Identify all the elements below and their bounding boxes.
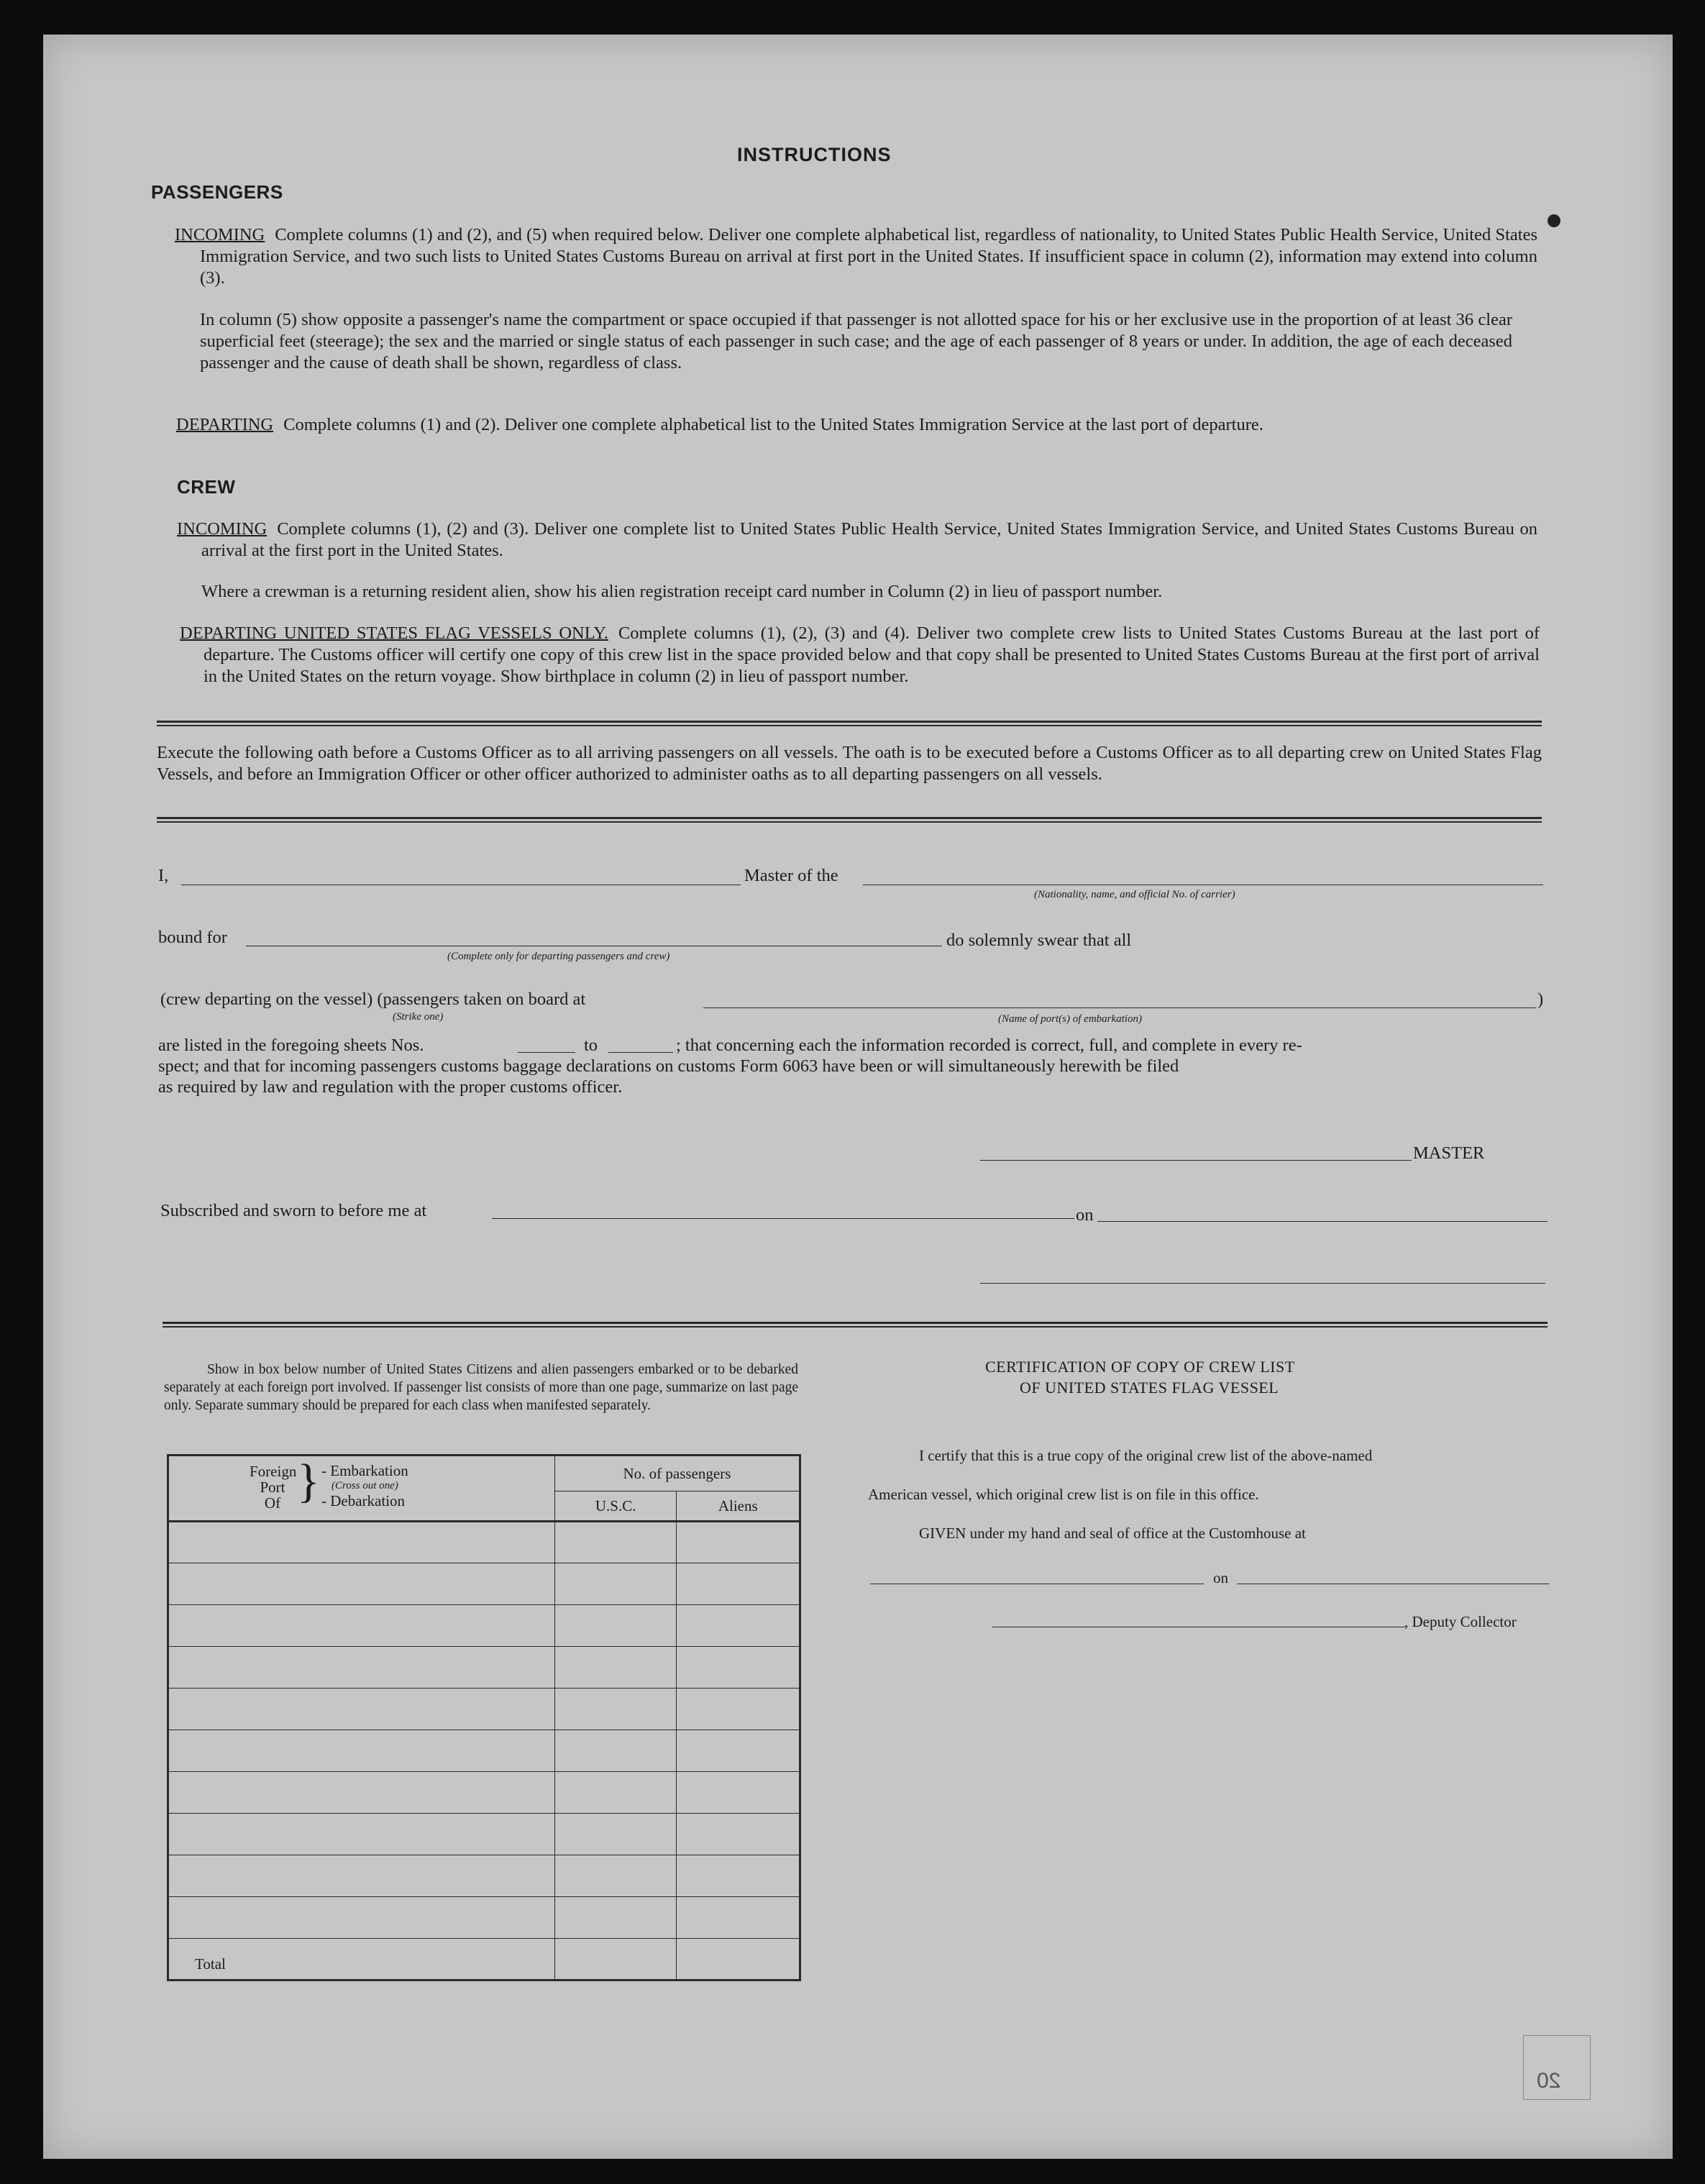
table-row[interactable]: [168, 1814, 800, 1855]
port-label: Port: [260, 1479, 285, 1496]
bound-for-caption: (Complete only for departing passengers and crew): [447, 951, 670, 962]
foreign-label: Foreign: [250, 1463, 297, 1480]
sheet-from-field[interactable]: [518, 1052, 575, 1053]
oath-intro: Execute the following oath before a Customs Officer as to all arriving passengers on all vessels. The oath is to be executed before a Customs Officer as to all departing crew on United States Flag Vessels, and before an Immigration Officer or other officer authorized to administer oaths as to all departing passengers on all vessels.: [157, 743, 1542, 784]
table-row[interactable]: [168, 1689, 800, 1730]
crew-alien-paragraph: Where a crewman is a returning resident alien, show his alien registration receipt card number in Column (2) in lieu of passport number.: [201, 582, 1163, 601]
passengers-departing-paragraph: [176, 414, 1536, 436]
carrier-caption: (Nationality, name, and official No. of carrier): [1034, 889, 1235, 900]
crew-incoming-paragraph: [177, 518, 1537, 562]
page-number-box: [1523, 2035, 1591, 2100]
table-row[interactable]: [168, 1647, 800, 1689]
subscribed-label: Subscribed and sworn to before me at: [160, 1201, 427, 1220]
swear-label: do solemnly swear that all: [946, 931, 1132, 950]
crew-incoming-text: Complete columns (1), (2) and (3). Deliver one complete list to United States Public Health Service, United States Immigration Service, and United States Customs Bureau on arrival at the first port in the United States.: [201, 519, 1537, 560]
table-row[interactable]: [168, 1897, 800, 1939]
passengers-incoming-head: INCOMING: [175, 225, 265, 245]
table-header-row: [168, 1456, 800, 1491]
section-divider: [157, 817, 1542, 823]
cross-out-label: (Cross out one): [332, 1480, 398, 1491]
bound-for-label: bound for: [158, 928, 227, 947]
port-header-cell: [168, 1456, 555, 1522]
crew-departing-paragraph: [180, 623, 1540, 687]
page-number: 20: [1537, 2069, 1561, 2093]
close-paren: ): [1537, 990, 1544, 1009]
total-label: Total: [168, 1939, 555, 1980]
embarkation-label: - Embarkation: [321, 1462, 408, 1479]
sworn-place-field[interactable]: [492, 1218, 1074, 1219]
officer-signature-field[interactable]: [980, 1283, 1545, 1284]
punch-hole-mark: [1548, 214, 1560, 227]
certification-title-2: OF UNITED STATES FLAG VESSEL: [1020, 1379, 1279, 1397]
deputy-collector-label: , Deputy Collector: [1404, 1613, 1517, 1630]
debarkation-label: - Debarkation: [321, 1492, 406, 1509]
american-vessel-text: American vessel, which original crew list is on file in this office.: [868, 1486, 1259, 1503]
crew-incoming-head: INCOMING: [177, 519, 268, 539]
passengers-heading: PASSENGERS: [151, 181, 283, 203]
passenger-summary-table: [167, 1454, 801, 1981]
passengers-incoming-text: Complete columns (1) and (2), and (5) when required below. Deliver one complete alphabetical list, regardless of nationality, to United States Public Health Service, United States Immigration Service, and two such lists to United States Customs Bureau on arrival at first port in the United States. If insufficient space in column (2), information may extend into column (3).: [200, 225, 1537, 288]
sheet-to-field[interactable]: [608, 1052, 673, 1053]
table-row[interactable]: [168, 1605, 800, 1647]
crew-heading: CREW: [177, 476, 236, 498]
listed-text-3: as required by law and regulation with the proper customs officer.: [158, 1077, 623, 1097]
section-divider: [157, 721, 1542, 726]
ports-caption: (Name of port(s) of embarkation): [998, 1013, 1142, 1025]
crew-departing-text: Complete columns (1), (2), (3) and (4). Deliver two complete crew lists to United States Customs Bureau at the last port of departure. The Customs officer will certify one copy of this crew list in the space provided below and that copy shall be presented to United States Customs Bureau at the first port of arrival in the United States on the return voyage. Show birthplace in column (2) in lieu of passport number.: [204, 623, 1540, 686]
master-label: MASTER: [1413, 1143, 1485, 1163]
certification-on-label: on: [1213, 1569, 1228, 1586]
usc-header: U.S.C.: [554, 1491, 677, 1522]
table-row[interactable]: [168, 1522, 800, 1563]
page-title: INSTRUCTIONS: [737, 144, 892, 165]
summary-instructions: Show in box below number of United States Citizens and alien passengers embarked or to be debarked separately at each foreign port involved. If passenger list consists of more than one page, summarize on last page only. Separate summary should be prepared for each class when manifested separately.: [164, 1362, 798, 1413]
column5-paragraph: In column (5) show opposite a passenger's name the compartment or space occupied if that passenger is not allotted space for his or her exclusive use in the proportion of at least 36 clear superficial feet (steerage); the sex and the married or single status of each passenger in such case; and the age of each passenger of 8 years or under. In addition, the age of each deceased passenger and the cause of death shall be shown, regardless of class.: [200, 310, 1512, 373]
form-page: [43, 35, 1673, 2159]
section-divider: [163, 1322, 1548, 1328]
passengers-incoming-paragraph: [175, 224, 1537, 289]
oath-i-label: I,: [158, 866, 169, 885]
strike-caption: (Strike one): [393, 1011, 444, 1023]
crew-departing-label: (crew departing on the vessel) (passengers taken on board at: [160, 990, 586, 1009]
table-row[interactable]: [168, 1730, 800, 1772]
table-row[interactable]: [168, 1563, 800, 1605]
given-text: GIVEN under my hand and seal of office at the Customhouse at: [919, 1525, 1306, 1542]
table-row[interactable]: [168, 1855, 800, 1897]
master-of-label: Master of the: [744, 866, 838, 885]
certification-title-1: CERTIFICATION OF COPY OF CREW LIST: [985, 1358, 1295, 1376]
certify-text: I certify that this is a true copy of the original crew list of the above-named: [919, 1447, 1373, 1464]
of-label: Of: [264, 1494, 281, 1512]
listed-text-2: spect; and that for incoming passengers customs baggage declarations on customs Form 6063 have been or will simultaneously herewith be filed: [158, 1056, 1179, 1076]
table-total-row[interactable]: [168, 1939, 800, 1980]
no-passengers-header: No. of passengers: [554, 1456, 800, 1491]
listed-label: are listed in the foregoing sheets Nos.: [158, 1036, 424, 1055]
sworn-on-label: on: [1076, 1205, 1094, 1225]
table-row[interactable]: [168, 1772, 800, 1814]
sworn-date-field[interactable]: [1097, 1221, 1548, 1222]
master-signature-field[interactable]: [980, 1160, 1412, 1161]
to-label: to: [584, 1036, 598, 1055]
aliens-header: Aliens: [677, 1491, 800, 1522]
passengers-departing-text: Complete columns (1) and (2). Deliver one complete alphabetical list to the United States Immigration Service at the last port of departure.: [283, 415, 1263, 434]
listed-text-1: ; that concerning each the information recorded is correct, full, and complete in every re-: [676, 1036, 1302, 1055]
passengers-departing-head: DEPARTING: [176, 415, 274, 434]
brace-icon: }: [297, 1455, 320, 1507]
crew-departing-head: DEPARTING UNITED STATES FLAG VESSELS ONLY.: [180, 623, 608, 643]
